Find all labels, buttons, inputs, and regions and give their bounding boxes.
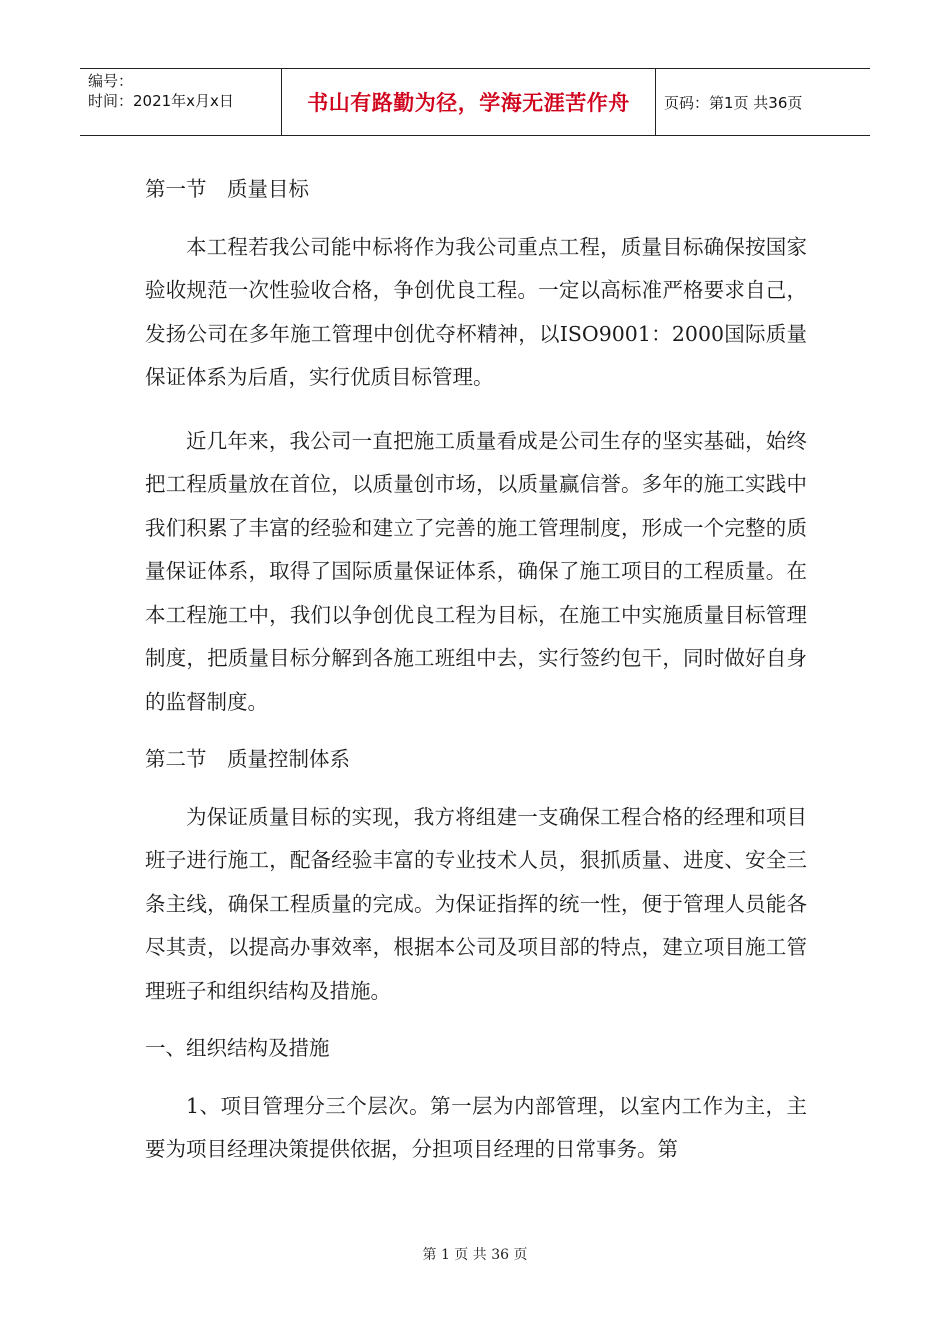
- subsection-heading-organization: 一、组织结构及措施: [145, 1036, 330, 1060]
- header-page-info: 页码：第1页 共36页: [664, 93, 803, 112]
- section-heading-quality-goal: 第一节 质量目标: [145, 177, 309, 201]
- section-heading-quality-control: 第二节 质量控制体系: [145, 747, 350, 771]
- header-motto: 书山有路勤为径，学海无涯苦作舟: [282, 69, 656, 135]
- page-footer: 第 1 页 共 36 页: [422, 1247, 528, 1263]
- document-number-label: 编号：: [88, 72, 134, 90]
- header-meta: [80, 69, 282, 135]
- paragraph: 本工程若我公司能中标将作为我公司重点工程，质量目标确保按国家验收规范一次性验收合格，争创优良工程。一定以高标准严格要求自己，发扬公司在多年施工管理中创优夺杯精神，以ISO9001：2000国际质量保证体系为后盾，实行优质目标管理。: [145, 234, 807, 389]
- document-body: [145, 168, 807, 1172]
- paragraph: 近几年来，我公司一直把施工质量看成是公司生存的坚实基础，始终把工程质量放在首位，以质量创市场，以质量赢信誉。多年的施工实践中我们积累了丰富的经验和建立了完善的施工管理制度，形成一个完整的质量保证体系，取得了国际质量保证体系，确保了施工项目的工程质量。在本工程施工中，我们以争创优良工程为目标，在施工中实施质量目标管理制度，把质量目标分解到各施工班组中去，实行签约包干，同时做好自身的监督制度。: [145, 428, 807, 714]
- paragraph: 1、项目管理分三个层次。第一层为内部管理，以室内工作为主，主要为项目经理决策提供依据，分担项目经理的日常事务。第: [145, 1093, 807, 1161]
- page-header: [80, 68, 870, 136]
- paragraph: 为保证质量目标的实现，我方将组建一支确保工程合格的经理和项目班子进行施工，配备经验丰富的专业技术人员，狠抓质量、进度、安全三条主线，确保工程质量的完成。为保证指挥的统一性，便于管理人员能各尽其责，以提高办事效率，根据本公司及项目部的特点，建立项目施工管理班子和组织结构及措施。: [145, 804, 807, 1003]
- document-date: 时间：2021年x月x日: [88, 92, 234, 110]
